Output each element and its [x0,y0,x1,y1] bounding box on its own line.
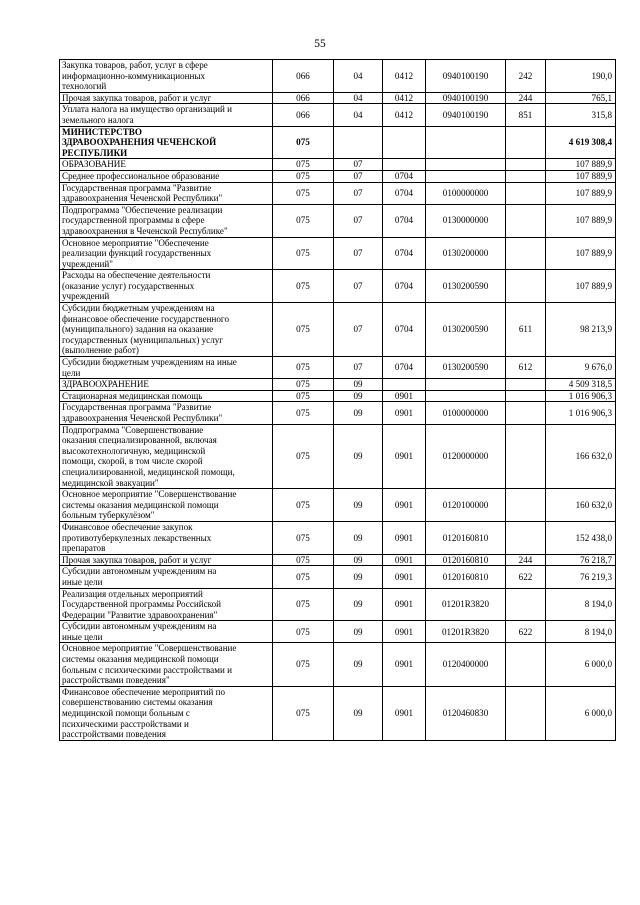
row-name: Прочая закупка товаров, работ и услуг [60,92,273,104]
ved-code: 075 [273,237,334,270]
ved-code: 075 [273,303,334,357]
amount: 6 000,0 [546,643,616,686]
section-code: 09 [334,424,383,489]
table-row [60,159,616,171]
table-row [60,104,616,126]
section-code: 07 [334,182,383,204]
ved-code: 075 [273,424,334,489]
expense-type-code [506,521,546,554]
ved-code: 075 [273,182,334,204]
amount: 107 889,9 [546,159,616,171]
ved-code: 075 [273,643,334,686]
amount: 107 889,9 [546,237,616,270]
expense-type-code [506,424,546,489]
expense-type-code: 851 [506,104,546,126]
row-name: Финансовое обеспечение закупок противотуберкулезных лекарственных препаратов [60,521,273,554]
target-article-code [426,170,506,182]
target-article-code [426,126,506,159]
target-article-code: 0120160810 [426,566,506,588]
row-name: МИНИСТЕРСТВО ЗДРАВООХРАНЕНИЯ ЧЕЧЕНСКОЙ РЕСПУБЛИКИ [60,126,273,159]
amount: 4 509 318,5 [546,379,616,391]
table-row [60,390,616,402]
table-row [60,686,616,740]
table-row [60,357,616,379]
expense-type-code: 244 [506,92,546,104]
row-name: Государственная программа "Развитие здравоохранения Чеченской Республики" [60,402,273,424]
section-code: 09 [334,621,383,643]
row-name: Субсидии автономным учреждениям на иные цели [60,566,273,588]
table-row [60,521,616,554]
section-code: 09 [334,554,383,566]
amount: 4 619 308,4 [546,126,616,159]
subsection-code: 0412 [383,104,426,126]
subsection-code: 0901 [383,521,426,554]
subsection-code: 0704 [383,237,426,270]
ved-code: 075 [273,204,334,237]
ved-code: 075 [273,621,334,643]
amount: 107 889,9 [546,204,616,237]
amount: 166 632,0 [546,424,616,489]
table-row [60,489,616,522]
subsection-code: 0704 [383,204,426,237]
row-name: Уплата налога на имущество организаций и земельного налога [60,104,273,126]
section-code: 07 [334,170,383,182]
ved-code: 075 [273,521,334,554]
ved-code: 075 [273,357,334,379]
table-row [60,182,616,204]
amount: 8 194,0 [546,621,616,643]
target-article-code: 0100000000 [426,402,506,424]
section-code: 09 [334,390,383,402]
subsection-code: 0901 [383,554,426,566]
ved-code: 075 [273,588,334,621]
target-article-code: 0130200590 [426,303,506,357]
expense-type-code [506,379,546,391]
row-name: Стационарная медицинская помощь [60,390,273,402]
subsection-code: 0901 [383,489,426,522]
target-article-code [426,379,506,391]
amount: 765,1 [546,92,616,104]
ved-code: 066 [273,92,334,104]
expense-type-code [506,237,546,270]
table-row [60,621,616,643]
ved-code: 075 [273,270,334,303]
amount: 315,8 [546,104,616,126]
subsection-code: 0901 [383,621,426,643]
section-code: 04 [334,92,383,104]
target-article-code: 0130000000 [426,204,506,237]
table-row [60,92,616,104]
expense-type-code [506,588,546,621]
table-row [60,204,616,237]
table-row [60,126,616,159]
target-article-code: 0120160810 [426,554,506,566]
table-row [60,303,616,357]
ved-code: 066 [273,104,334,126]
subsection-code: 0901 [383,686,426,740]
ved-code: 075 [273,402,334,424]
amount: 6 000,0 [546,686,616,740]
section-code: 07 [334,159,383,171]
subsection-code: 0704 [383,170,426,182]
target-article-code: 0120100000 [426,489,506,522]
ved-code: 066 [273,60,334,93]
expense-type-code [506,643,546,686]
row-name: Субсидии бюджетным учреждениям на финансовое обеспечение государственного (муниципального) задания на оказание государственных (муниципальных) услуг (выполнение работ) [60,303,273,357]
target-article-code [426,390,506,402]
subsection-code: 0412 [383,60,426,93]
row-name: ЗДРАВООХРАНЕНИЕ [60,379,273,391]
row-name: Государственная программа "Развитие здравоохранения Чеченской Республики" [60,182,273,204]
row-name: Расходы на обеспечение деятельности (оказание услуг) государственных учреждений [60,270,273,303]
row-name: Субсидии автономным учреждениям на иные цели [60,621,273,643]
table-row [60,379,616,391]
section-code: 09 [334,402,383,424]
amount: 9 676,0 [546,357,616,379]
section-code: 07 [334,357,383,379]
subsection-code: 0901 [383,390,426,402]
amount: 76 218,7 [546,554,616,566]
target-article-code: 0130200590 [426,270,506,303]
budget-table [59,59,616,741]
amount: 76 219,3 [546,566,616,588]
row-name: Подпрограмма "Совершенствование оказания специализированной, включая высокотехнологичную, медицинской помощи, скорой, в том числе скорой специализированной, медицинской помощи, медицинской эвакуации" [60,424,273,489]
row-name: Основное мероприятие "Обеспечение реализации функций государственных учреждений" [60,237,273,270]
amount: 1 016 906,3 [546,390,616,402]
row-name: Закупка товаров, работ, услуг в сфере информационно-коммуникационных технологий [60,60,273,93]
target-article-code: 0130200000 [426,237,506,270]
expense-type-code [506,170,546,182]
expense-type-code [506,182,546,204]
expense-type-code [506,126,546,159]
row-name: Основное мероприятие "Совершенствование системы оказания медицинской помощи больным туберкулёзом" [60,489,273,522]
row-name: Подпрограмма "Обеспечение реализации государственной программы в сфере здравоохранения в Чеченской Республике" [60,204,273,237]
ved-code: 075 [273,159,334,171]
amount: 8 194,0 [546,588,616,621]
table-row [60,643,616,686]
section-code: 09 [334,489,383,522]
ved-code: 075 [273,489,334,522]
ved-code: 075 [273,126,334,159]
row-name: Финансовое обеспечение мероприятий по совершенствованию системы оказания медицинской помощи больным с психическими расстройствами и расстройствами поведения [60,686,273,740]
subsection-code: 0901 [383,566,426,588]
section-code [334,126,383,159]
target-article-code: 0100000000 [426,182,506,204]
section-code: 09 [334,521,383,554]
ved-code: 075 [273,566,334,588]
section-code: 09 [334,686,383,740]
row-name: Среднее профессиональное образование [60,170,273,182]
amount: 160 632,0 [546,489,616,522]
target-article-code: 0120160810 [426,521,506,554]
subsection-code: 0901 [383,424,426,489]
target-article-code: 01201R3820 [426,621,506,643]
expense-type-code: 242 [506,60,546,93]
table-row [60,402,616,424]
section-code: 07 [334,237,383,270]
subsection-code: 0704 [383,182,426,204]
section-code: 04 [334,104,383,126]
subsection-code [383,126,426,159]
subsection-code: 0704 [383,303,426,357]
subsection-code: 0412 [383,92,426,104]
ved-code: 075 [273,554,334,566]
subsection-code: 0901 [383,643,426,686]
table-row [60,424,616,489]
subsection-code: 0901 [383,588,426,621]
subsection-code: 0901 [383,402,426,424]
amount: 107 889,9 [546,270,616,303]
section-code: 07 [334,270,383,303]
expense-type-code: 611 [506,303,546,357]
section-code: 07 [334,303,383,357]
section-code: 04 [334,60,383,93]
ved-code: 075 [273,390,334,402]
row-name: ОБРАЗОВАНИЕ [60,159,273,171]
expense-type-code: 612 [506,357,546,379]
section-code: 09 [334,643,383,686]
ved-code: 075 [273,379,334,391]
table-row [60,566,616,588]
target-article-code: 0120000000 [426,424,506,489]
row-name: Основное мероприятие "Совершенствование системы оказания медицинской помощи больным с психическими расстройствами и расстройствами поведения" [60,643,273,686]
row-name: Реализация отдельных мероприятий Государственной программы Российской Федерации "Развитие здравоохранения" [60,588,273,621]
subsection-code: 0704 [383,270,426,303]
expense-type-code: 622 [506,566,546,588]
section-code: 09 [334,588,383,621]
target-article-code: 0120400000 [426,643,506,686]
table-row [60,60,616,93]
subsection-code: 0704 [383,357,426,379]
amount: 98 213,9 [546,303,616,357]
subsection-code [383,159,426,171]
target-article-code: 0940100190 [426,92,506,104]
expense-type-code [506,204,546,237]
subsection-code [383,379,426,391]
expense-type-code [506,402,546,424]
target-article-code: 0940100190 [426,104,506,126]
expense-type-code: 622 [506,621,546,643]
table-row [60,237,616,270]
table-row [60,554,616,566]
table-row [60,270,616,303]
target-article-code: 01201R3820 [426,588,506,621]
expense-type-code [506,390,546,402]
table-row [60,170,616,182]
ved-code: 075 [273,686,334,740]
expense-type-code [506,159,546,171]
table-row [60,588,616,621]
target-article-code: 0940100190 [426,60,506,93]
row-name: Субсидии бюджетным учреждениям на иные цели [60,357,273,379]
ved-code: 075 [273,170,334,182]
expense-type-code [506,270,546,303]
page-number: 55 [314,38,326,50]
amount: 1 016 906,3 [546,402,616,424]
expense-type-code [506,489,546,522]
amount: 152 438,0 [546,521,616,554]
target-article-code: 0120460830 [426,686,506,740]
amount: 107 889,9 [546,170,616,182]
section-code: 09 [334,379,383,391]
target-article-code [426,159,506,171]
row-name: Прочая закупка товаров, работ и услуг [60,554,273,566]
expense-type-code [506,686,546,740]
amount: 107 889,9 [546,182,616,204]
section-code: 09 [334,566,383,588]
target-article-code: 0130200590 [426,357,506,379]
expense-type-code: 244 [506,554,546,566]
section-code: 07 [334,204,383,237]
amount: 190,0 [546,60,616,93]
